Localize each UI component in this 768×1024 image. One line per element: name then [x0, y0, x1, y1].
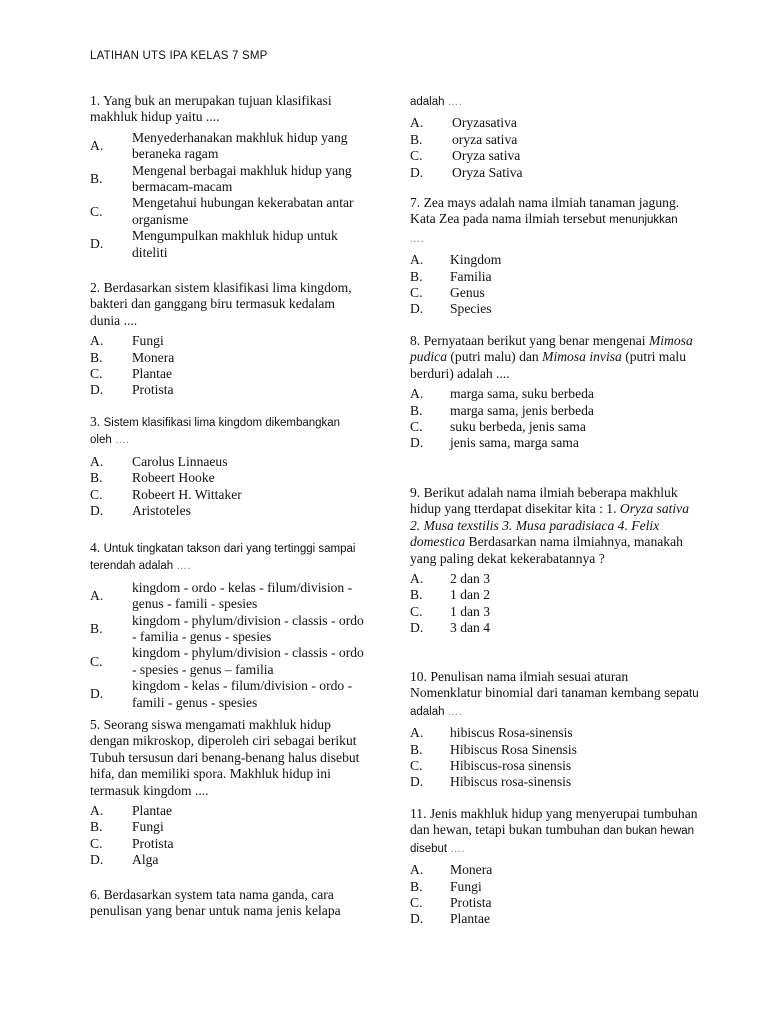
option-text: Protista — [450, 895, 492, 911]
option-letter: B. — [410, 131, 423, 147]
option-text: Hibiscus rosa-sinensis — [450, 774, 572, 790]
answer-option — [410, 911, 700, 927]
option-letter: B. — [90, 819, 103, 835]
option-letter: B. — [90, 170, 103, 186]
option-letter: D. — [90, 382, 104, 398]
option-text: Menyederhanakan makhluk hidup yang beraneka ragam — [132, 129, 348, 162]
answer-option — [410, 879, 700, 895]
stem-text: 8. Pernyataan berikut yang benar mengenai — [410, 333, 649, 348]
option-letter: D. — [90, 236, 104, 252]
stem-text: …. — [444, 97, 463, 108]
option-letter: A. — [410, 862, 424, 878]
stem-text: Berdasarkan nama ilmiahnya, manakah yang paling dekat kekerabatannya ? — [410, 534, 683, 566]
question-stem — [90, 717, 370, 799]
option-letter: A. — [410, 725, 424, 741]
stem-text: menunjukkan — [609, 214, 678, 227]
answer-option — [410, 435, 700, 451]
question-stem — [90, 414, 365, 450]
option-text: kingdom - kelas - filum/division - ordo - famili - genus - spesies — [132, 678, 353, 710]
stem-text: …. — [111, 435, 130, 447]
option-text: Alga — [132, 852, 159, 868]
option-letter: B. — [90, 620, 103, 636]
stem-text: 2. Berdasarkan sistem klasifikasi lima kingdom, bakteri dan ganggang biru termasuk kedalam dunia .... — [90, 280, 352, 328]
answer-option — [410, 774, 700, 790]
stem-text: 11. Jenis makhluk hidup yang menyerupai tumbuhan dan hewan, tetapi bukan tumbuhan — [410, 806, 698, 838]
answer-option — [90, 613, 370, 646]
question-stem — [90, 887, 365, 920]
option-text: Oryza Sativa — [452, 164, 523, 180]
answer-option — [90, 130, 370, 163]
option-letter: C. — [410, 148, 423, 164]
stem-text: 9. Berikut adalah nama ilmiah beberapa makhluk hidup yang tterdapat disekitar kita : 1. — [410, 485, 678, 517]
answer-option — [410, 862, 700, 878]
question-q7 — [410, 195, 695, 318]
stem-text: …. — [173, 561, 192, 573]
option-text: Hibiscus-rosa sinensis — [450, 758, 572, 774]
option-letter: C. — [90, 203, 103, 219]
option-text: 3 dan 4 — [450, 620, 491, 636]
answer-option — [410, 115, 700, 131]
stem-text: Sistem klasifikasi lima kingdom dikembangkan oleh — [90, 417, 341, 447]
answer-option — [90, 645, 370, 678]
answer-option — [90, 487, 365, 503]
option-letter: C. — [90, 486, 103, 502]
option-text: Protista — [132, 382, 174, 398]
option-text: Mengenal berbagai makhluk hidup yang bermacam-macam — [132, 162, 352, 195]
option-text: Plantae — [450, 911, 491, 927]
option-text: marga sama, suku berbeda — [450, 386, 594, 402]
answer-option — [410, 269, 695, 285]
answer-option — [90, 454, 365, 470]
answer-option — [410, 403, 700, 419]
option-letter: C. — [90, 653, 103, 669]
option-text: hibiscus Rosa-sinensis — [450, 725, 573, 741]
option-text: Robeert H. Wittaker — [132, 486, 242, 502]
option-letter: C. — [410, 285, 423, 301]
answer-option — [410, 571, 700, 587]
answer-option — [90, 819, 370, 835]
question-stem — [90, 540, 370, 576]
option-text: Familia — [450, 268, 492, 284]
option-letter: D. — [410, 301, 424, 317]
answer-option — [90, 382, 365, 398]
option-text: 1 dan 3 — [450, 603, 491, 619]
stem-text: Oryza sativa 2. Musa texstilis 3. Musa paradisiaca 4. Felix domestica — [410, 501, 690, 550]
option-letter: D. — [410, 620, 424, 636]
option-letter: A. — [410, 252, 424, 268]
question-stem — [410, 485, 700, 567]
option-text: kingdom - phylum/division - classis - ordo - spesies - genus – familia — [132, 645, 364, 677]
question-stem — [410, 93, 700, 111]
option-letter: A. — [410, 115, 424, 131]
option-letter: D. — [410, 435, 424, 451]
option-text: Plantae — [132, 366, 173, 382]
question-q4 — [90, 540, 370, 711]
option-text: Mengetahui hubungan kekerabatan antar organisme — [132, 195, 354, 227]
answer-option — [90, 350, 365, 366]
stem-text: 7. Zea mays adalah nama ilmiah tanaman jagung. Kata Zea pada nama ilmiah tersebut — [410, 195, 680, 227]
question-q3 — [90, 414, 365, 519]
option-letter: A. — [410, 386, 424, 402]
answer-option — [90, 195, 370, 228]
option-text: 2 dan 3 — [450, 571, 491, 587]
question-q6 — [90, 887, 365, 924]
option-letter: C. — [410, 758, 423, 774]
stem-text: 6. Berdasarkan system tata nama ganda, cara penulisan yang benar untuk nama jenis kelapa — [90, 887, 341, 919]
option-text: marga sama, jenis berbeda — [450, 402, 594, 418]
answer-option — [90, 836, 370, 852]
option-text: jenis sama, marga sama — [450, 435, 579, 451]
answer-option — [410, 604, 700, 620]
answer-option — [90, 678, 370, 711]
option-text: Hibiscus Rosa Sinensis — [450, 741, 577, 757]
stem-text: 10. Penulisan nama ilmiah sesuai aturan Nomenklatur binomial dari tanaman kembang — [410, 669, 665, 701]
question-q9 — [410, 485, 700, 637]
question-stem — [410, 333, 700, 382]
option-text: Plantae — [132, 803, 173, 819]
stem-text: adalah — [410, 96, 445, 108]
answer-option — [410, 587, 700, 603]
stem-text: 5. Seorang siswa mengamati makhluk hidup dengan mikroskop, diperoleh ciri sebagai berikut Tubuh tersusun dari benang-benang halus disebut hifa, dan memiliki spora. Makhluk hidup ini termasuk kingdom .... — [90, 717, 360, 798]
stem-text: (putri malu) dan — [447, 349, 543, 365]
option-text: Aristoteles — [132, 503, 191, 519]
option-text: Monera — [132, 349, 175, 365]
answer-option — [410, 132, 700, 148]
question-q5 — [90, 717, 370, 869]
option-letter: A. — [90, 333, 104, 349]
option-text: Protista — [132, 835, 174, 851]
question-q2 — [90, 280, 365, 399]
option-letter: B. — [410, 741, 423, 757]
answer-option — [90, 803, 370, 819]
option-text: oryza sativa — [452, 131, 518, 147]
option-letter: B. — [90, 470, 103, 486]
question-q8 — [410, 333, 700, 452]
option-letter: D. — [90, 503, 104, 519]
option-letter: A. — [90, 588, 104, 604]
answer-option — [90, 470, 365, 486]
question-stem — [90, 280, 365, 329]
stem-text: …. — [410, 233, 425, 245]
question-stem — [410, 669, 700, 721]
answer-option — [410, 165, 700, 181]
answer-option — [410, 742, 700, 758]
answer-option — [410, 725, 700, 741]
option-text: Species — [450, 301, 492, 317]
option-letter: A. — [90, 803, 104, 819]
question-q10 — [410, 669, 700, 791]
option-letter: A. — [410, 571, 424, 587]
stem-text: Mimosa pudica — [410, 333, 693, 365]
answer-option — [90, 333, 365, 349]
stem-text: sepatu adalah — [410, 688, 699, 718]
question-stem — [90, 93, 370, 126]
option-text: Fungi — [450, 878, 482, 894]
option-letter: D. — [90, 686, 104, 702]
answer-option — [90, 228, 370, 261]
option-text: Robeert Hooke — [132, 470, 215, 486]
option-text: kingdom - ordo - kelas - filum/division - genus - famili - spesies — [132, 579, 353, 612]
answer-option — [90, 503, 365, 519]
option-letter: A. — [90, 453, 104, 469]
answer-option — [90, 580, 370, 613]
answer-option — [90, 852, 370, 868]
option-text: Kingdom — [450, 252, 502, 268]
option-text: Genus — [450, 285, 485, 301]
option-letter: B. — [90, 349, 103, 365]
option-text: suku berbeda, jenis sama — [450, 419, 586, 435]
document-header: LATIHAN UTS IPA KELAS 7 SMP — [90, 50, 268, 62]
answer-option — [410, 419, 700, 435]
stem-text: …. — [447, 843, 466, 855]
option-letter: B. — [410, 268, 423, 284]
option-text: kingdom - phylum/division - classis - ordo - familia - genus - spesies — [132, 612, 364, 645]
stem-text: Mimosa invisa — [542, 349, 622, 365]
answer-option — [90, 163, 370, 196]
stem-text: (putri malu berduri) adalah .... — [410, 349, 686, 381]
option-text: Fungi — [132, 333, 164, 349]
stem-text: 1. Yang buk an merupakan tujuan klasifikasi makhluk hidup yaitu .... — [90, 93, 332, 125]
answer-option — [90, 366, 365, 382]
answer-option — [410, 620, 700, 636]
option-letter: C. — [410, 603, 423, 619]
option-letter: D. — [90, 852, 104, 868]
question-q6b — [410, 93, 700, 181]
option-letter: C. — [410, 895, 423, 911]
option-letter: D. — [410, 911, 424, 927]
stem-text: dan bukan hewan disebut — [410, 825, 695, 855]
answer-option — [410, 758, 700, 774]
question-q11 — [410, 806, 700, 928]
answer-option — [410, 895, 700, 911]
answer-option — [410, 386, 700, 402]
option-text: Oryza sativa — [452, 148, 521, 164]
question-stem — [410, 195, 695, 248]
option-letter: D. — [410, 774, 424, 790]
option-letter: D. — [410, 164, 424, 180]
option-text: Oryzasativa — [452, 115, 517, 131]
option-letter: B. — [410, 878, 423, 894]
stem-text: 3. — [90, 414, 104, 429]
option-text: Monera — [450, 862, 493, 878]
stem-text: Untuk tingkatan takson dari yang tertinggi sampai terendah adalah — [90, 543, 356, 573]
option-letter: B. — [410, 587, 423, 603]
option-text: 1 dan 2 — [450, 587, 491, 603]
question-q1 — [90, 93, 370, 261]
stem-text: …. — [444, 706, 463, 718]
answer-option — [410, 301, 695, 317]
answer-option — [410, 285, 695, 301]
option-letter: C. — [410, 419, 423, 435]
option-text: Mengumpulkan makhluk hidup untuk diteliti — [132, 228, 338, 260]
answer-option — [410, 148, 700, 164]
option-letter: C. — [90, 366, 103, 382]
option-text: Fungi — [132, 819, 164, 835]
stem-text: 4. — [90, 540, 104, 555]
answer-option — [410, 252, 695, 268]
option-text: Carolus Linnaeus — [132, 453, 228, 469]
option-letter: B. — [410, 402, 423, 418]
option-letter: A. — [90, 138, 104, 154]
option-letter: C. — [90, 835, 103, 851]
question-stem — [410, 806, 700, 858]
